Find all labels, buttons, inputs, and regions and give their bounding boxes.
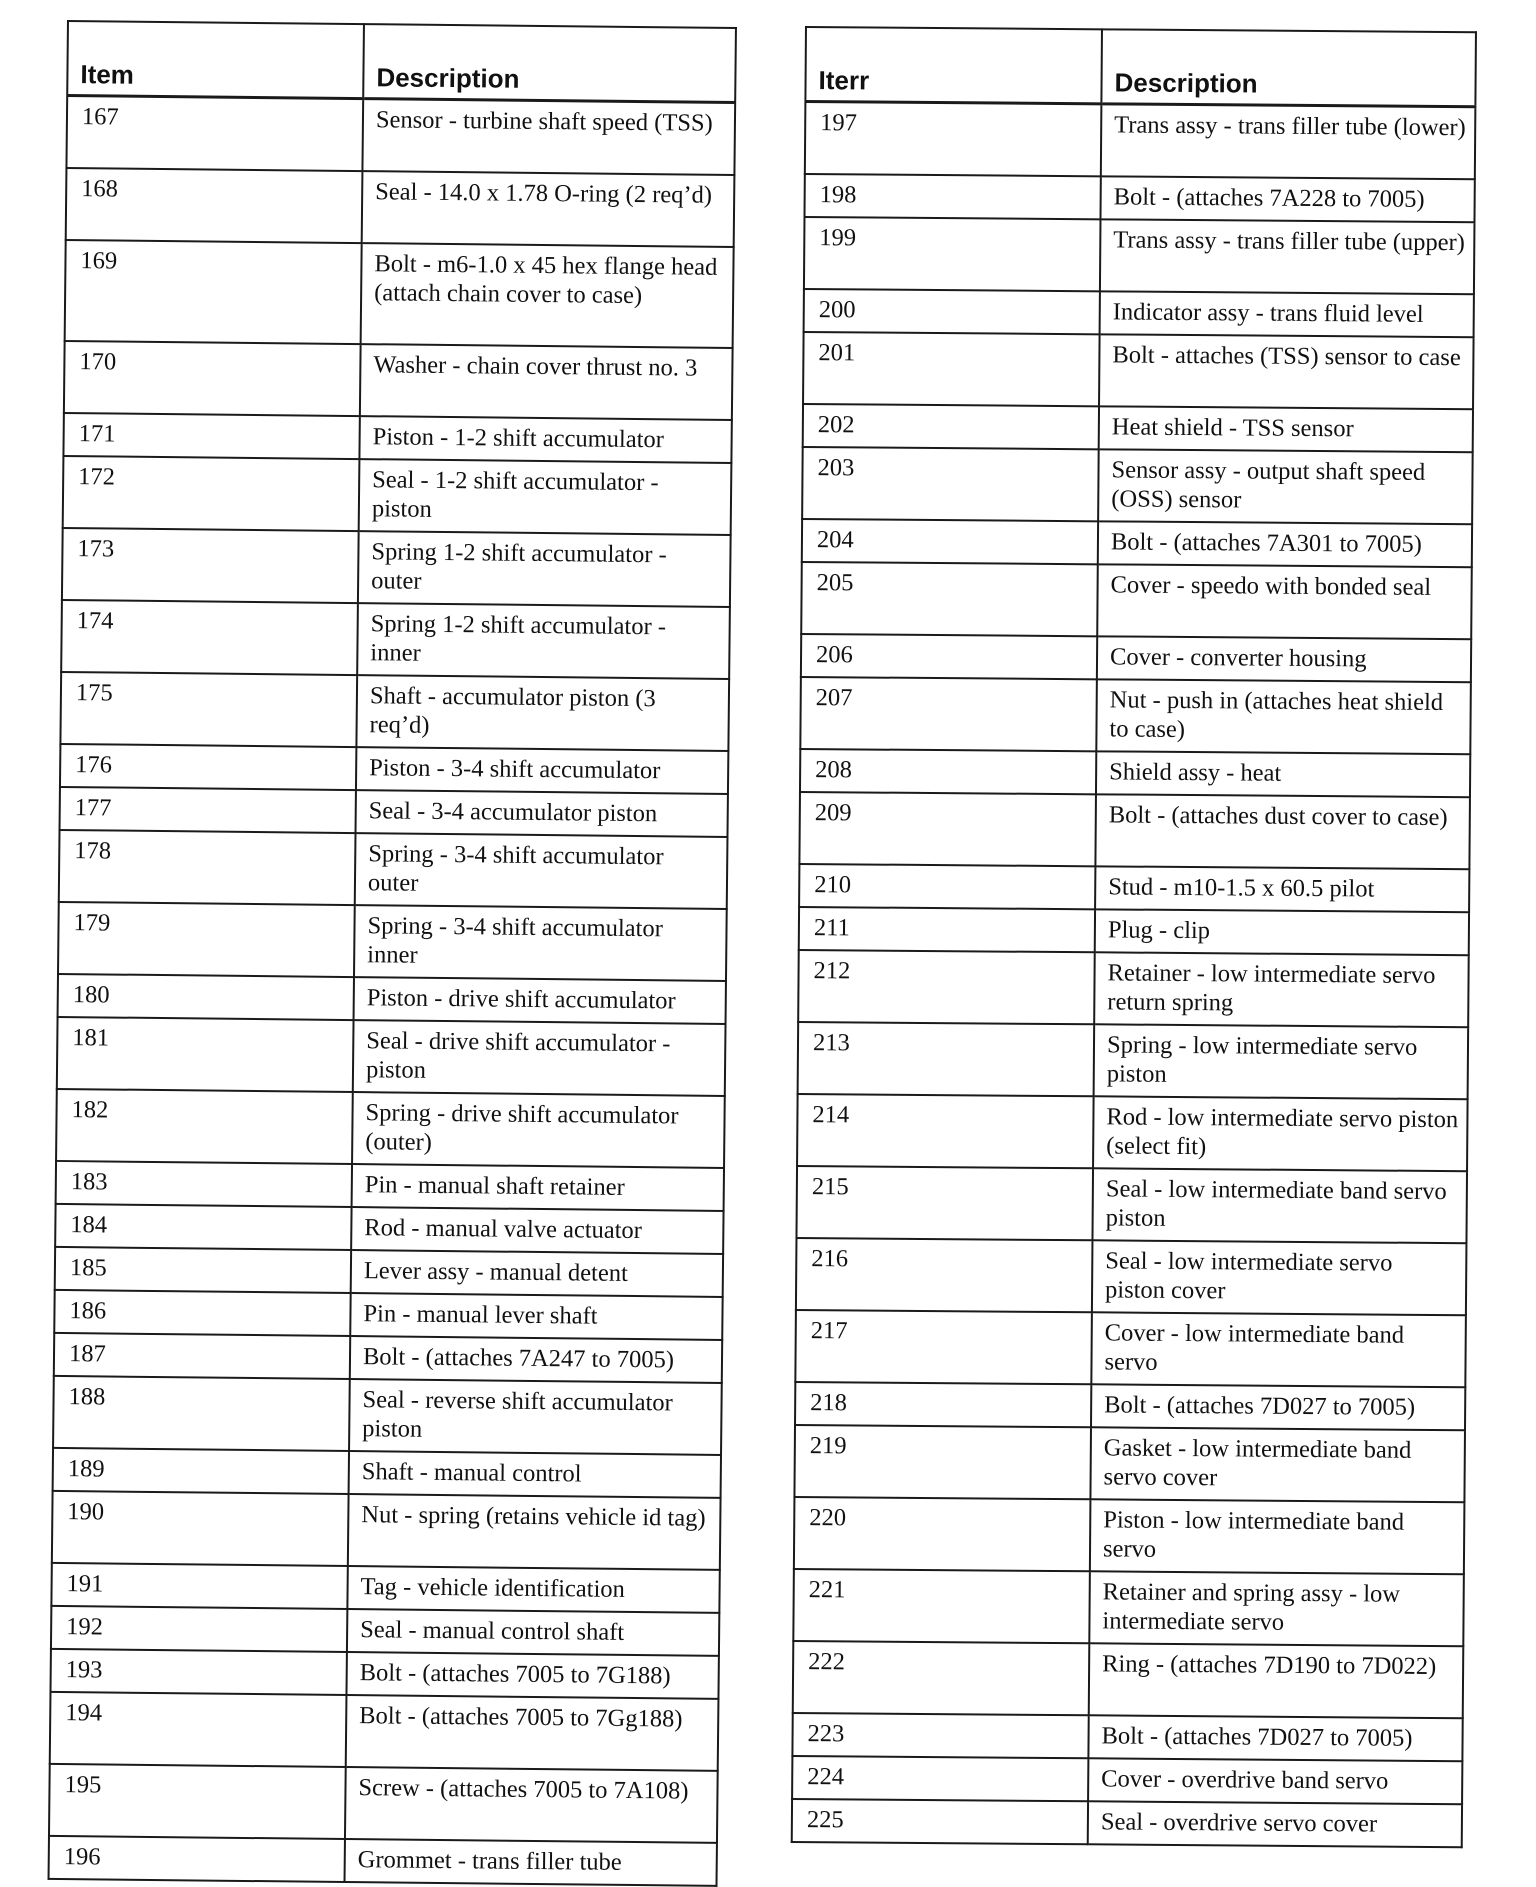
description-cell: Gasket - low intermediate band servo cover [1090,1427,1465,1502]
table-row [51,1606,719,1656]
item-number-cell: 170 [64,341,361,416]
item-number-cell: 168 [66,168,363,243]
item-number-cell: 172 [63,456,360,531]
table-row [49,1764,718,1843]
item-number-cell: 169 [65,240,362,344]
table-row [794,1497,1465,1574]
description-cell: Rod - low intermediate servo piston (select fit) [1093,1096,1468,1171]
description-cell: Spring - drive shift accumulator (outer) [352,1092,725,1168]
item-number-cell: 203 [802,447,1099,521]
item-column-header: Item [67,21,364,99]
description-cell: Plug - clip [1095,909,1469,955]
table-row [55,1247,723,1297]
table-row [799,907,1469,955]
table-row [56,1161,724,1211]
item-number-cell: 221 [793,1569,1090,1643]
table-row [793,1641,1464,1718]
description-cell: Seal - low intermediate servo piston cover [1092,1240,1467,1315]
table-row [56,1089,725,1168]
description-cell: Bolt - (attaches 7D027 to 7005) [1088,1715,1462,1761]
item-number-cell: 220 [794,1497,1091,1571]
table-row [793,1569,1464,1646]
description-cell: Seal - low intermediate band servo piston [1092,1168,1467,1243]
description-cell: Pin - manual lever shaft [350,1293,722,1340]
description-cell: Bolt - (attaches 7005 to 7G188) [346,1652,718,1699]
description-cell: Bolt - m6-1.0 x 45 hex flange head (attach chain cover to case) [361,243,734,348]
table-row [804,289,1474,337]
description-cell: Seal - manual control shaft [347,1609,719,1656]
description-cell: Shield assy - heat [1096,751,1470,797]
table-row [65,240,734,348]
table-row [63,456,732,535]
table-row [794,1425,1465,1502]
item-number-cell: 195 [49,1764,346,1839]
item-number-cell: 207 [800,677,1097,751]
table-row [62,528,731,607]
item-number-cell: 191 [51,1563,347,1609]
description-cell: Spring - 3-4 shift accumulator outer [355,833,728,909]
description-cell: Piston - low intermediate band servo [1090,1499,1465,1574]
table-row [53,1376,722,1455]
description-cell: Cover - converter housing [1097,636,1471,682]
description-cell: Nut - push in (attaches heat shield to case) [1096,679,1471,754]
description-cell: Shaft - manual control [349,1451,721,1498]
description-cell: Stud - m10-1.5 x 60.5 pilot [1095,866,1469,912]
table-row [798,950,1469,1027]
item-number-cell: 178 [59,830,356,905]
table-row [61,600,730,679]
table-row [66,168,735,247]
table-row [802,447,1473,524]
item-number-cell: 183 [56,1161,352,1207]
description-cell: Seal - 14.0 x 1.78 O-ring (2 req’d) [362,171,735,247]
item-number-cell: 199 [804,217,1101,291]
item-number-cell: 192 [51,1606,347,1652]
header-row [67,21,736,102]
description-cell: Bolt - (attaches 7005 to 7Gg188) [346,1695,719,1771]
table-row [792,1799,1462,1847]
item-number-cell: 209 [799,792,1096,866]
table-body [49,96,736,1886]
table-row [60,672,729,751]
item-number-cell: 184 [55,1204,351,1250]
item-number-cell: 215 [796,1166,1093,1240]
item-number-cell: 189 [53,1448,349,1494]
item-number-cell: 187 [54,1333,350,1379]
description-cell: Retainer and spring assy - low intermediate servo [1089,1571,1464,1646]
item-number-cell: 173 [62,528,359,603]
description-cell: Sensor - turbine shaft speed (TSS) [362,99,735,175]
table-row [66,96,735,175]
description-cell: Grommet - trans filler tube [345,1839,717,1886]
table-row [801,634,1471,682]
description-cell: Bolt - (attaches 7A228 to 7005) [1100,176,1474,222]
table-row [54,1333,722,1383]
item-number-cell: 179 [58,902,355,977]
table-row [803,332,1474,409]
table-row [803,404,1473,452]
description-cell: Retainer - low intermediate servo return spring [1094,952,1469,1027]
description-column-header: Description [363,24,736,102]
description-cell: Bolt - (attaches 7A301 to 7005) [1098,521,1472,567]
item-number-cell: 193 [50,1649,346,1695]
item-number-cell: 225 [792,1799,1088,1844]
item-number-cell: 174 [61,600,358,675]
description-cell: Spring - 3-4 shift accumulator inner [354,905,727,981]
table-row [52,1491,721,1570]
item-number-cell: 218 [795,1382,1091,1427]
description-cell: Cover - overdrive band servo [1088,1758,1462,1804]
table-row [796,1166,1467,1243]
description-cell: Piston - drive shift accumulator [354,977,726,1024]
item-number-cell: 198 [804,174,1100,219]
table-row [53,1448,721,1498]
table-row [801,562,1472,639]
header-row [805,27,1476,107]
description-cell: Cover - low intermediate band servo [1091,1312,1466,1387]
description-cell: Bolt - attaches (TSS) sensor to case [1099,334,1474,409]
table-row [63,413,731,463]
description-cell: Pin - manual shaft retainer [352,1164,724,1211]
description-cell: Indicator assy - trans fluid level [1100,291,1474,337]
item-number-cell: 176 [60,744,356,790]
item-number-cell: 213 [798,1022,1095,1096]
item-number-cell: 206 [801,634,1097,679]
table-row [58,974,726,1024]
item-number-cell: 201 [803,332,1100,406]
item-number-cell: 217 [795,1310,1092,1384]
item-number-cell: 210 [799,864,1095,909]
item-number-cell: 216 [796,1238,1093,1312]
description-cell: Shaft - accumulator piston (3 req’d) [356,675,729,751]
item-number-cell: 188 [53,1376,350,1451]
item-number-cell: 190 [52,1491,349,1566]
description-cell: Bolt - (attaches 7A247 to 7005) [350,1336,722,1383]
description-cell: Trans assy - trans filler tube (lower) [1101,104,1476,179]
item-number-cell: 222 [793,1641,1090,1715]
table-body [792,102,1476,1848]
description-cell: Tag - vehicle identification [347,1566,719,1613]
table-row [797,1094,1468,1171]
item-number-cell: 202 [803,404,1099,449]
item-number-cell: 208 [800,749,1096,794]
description-cell: Spring 1-2 shift accumulator - outer [358,531,731,607]
item-number-cell: 175 [60,672,357,747]
table-row [805,102,1476,180]
item-number-cell: 177 [60,787,356,833]
table-row [59,830,728,909]
description-cell: Heat shield - TSS sensor [1099,406,1473,452]
table-row [58,902,727,981]
table-row [51,1563,719,1613]
item-number-cell: 205 [801,562,1098,636]
description-cell: Piston - 1-2 shift accumulator [359,416,731,463]
table-row [804,217,1475,294]
description-cell: Bolt - (attaches dust cover to case) [1095,794,1470,869]
description-cell: Piston - 3-4 shift accumulator [356,747,728,794]
item-number-cell: 212 [798,950,1095,1024]
description-cell: Rod - manual valve actuator [351,1207,723,1254]
item-number-cell: 194 [50,1692,347,1767]
item-number-cell: 185 [55,1247,351,1293]
description-cell: Bolt - (attaches 7D027 to 7005) [1091,1384,1465,1430]
table-row [50,1692,719,1771]
item-number-cell: 186 [54,1290,350,1336]
description-cell: Sensor assy - output shaft speed (OSS) sensor [1098,449,1473,524]
description-cell: Nut - spring (retains vehicle id tag) [348,1494,721,1570]
table-row [804,174,1474,222]
item-number-cell: 200 [804,289,1100,334]
description-cell: Seal - overdrive servo cover [1088,1801,1462,1847]
table-row [800,749,1470,797]
table-row [796,1238,1467,1315]
item-number-cell: 211 [799,907,1095,952]
item-number-cell: 224 [792,1756,1088,1801]
item-number-cell: 171 [63,413,359,459]
description-cell: Lever assy - manual detent [351,1250,723,1297]
item-number-cell: 181 [57,1017,354,1092]
item-number-cell: 196 [49,1836,345,1882]
table-row [60,744,728,794]
table-row [60,787,728,837]
description-cell: Spring 1-2 shift accumulator - inner [357,603,730,679]
description-cell: Screw - (attaches 7005 to 7A108) [345,1767,718,1843]
table-row [55,1204,723,1254]
table-row [792,1756,1462,1804]
description-cell: Seal - drive shift accumulator - piston [353,1020,726,1096]
item-column-header: Iterr [805,27,1102,104]
item-number-cell: 197 [805,102,1102,177]
description-cell: Spring - low intermediate servo piston [1094,1024,1469,1099]
item-number-cell: 223 [792,1713,1088,1758]
table-row [799,792,1470,869]
table-row [64,341,733,420]
table-row [57,1017,726,1096]
table-row [798,1022,1469,1099]
parts-table-right [791,26,1477,1848]
description-column-header: Description [1101,29,1476,106]
description-cell: Seal - reverse shift accumulator piston [349,1379,722,1455]
description-cell: Seal - 1-2 shift accumulator - piston [359,459,732,535]
item-number-cell: 219 [794,1425,1091,1499]
item-number-cell: 182 [56,1089,353,1164]
description-cell: Trans assy - trans filler tube (upper) [1100,219,1475,294]
table-row [49,1836,717,1886]
table-row [802,519,1472,567]
description-cell: Cover - speedo with bonded seal [1097,564,1472,639]
table-row [795,1382,1465,1430]
item-number-cell: 214 [797,1094,1094,1168]
item-number-cell: 180 [58,974,354,1020]
item-number-cell: 167 [66,96,363,172]
description-cell: Washer - chain cover thrust no. 3 [360,344,733,420]
table-row [54,1290,722,1340]
table-row [792,1713,1462,1761]
description-cell: Seal - 3-4 accumulator piston [356,790,728,837]
parts-table-left [48,20,737,1887]
table-row [795,1310,1466,1387]
table-row [799,864,1469,912]
table-row [800,677,1471,754]
description-cell: Ring - (attaches 7D190 to 7D022) [1089,1643,1464,1718]
item-number-cell: 204 [802,519,1098,564]
table-row [50,1649,718,1699]
